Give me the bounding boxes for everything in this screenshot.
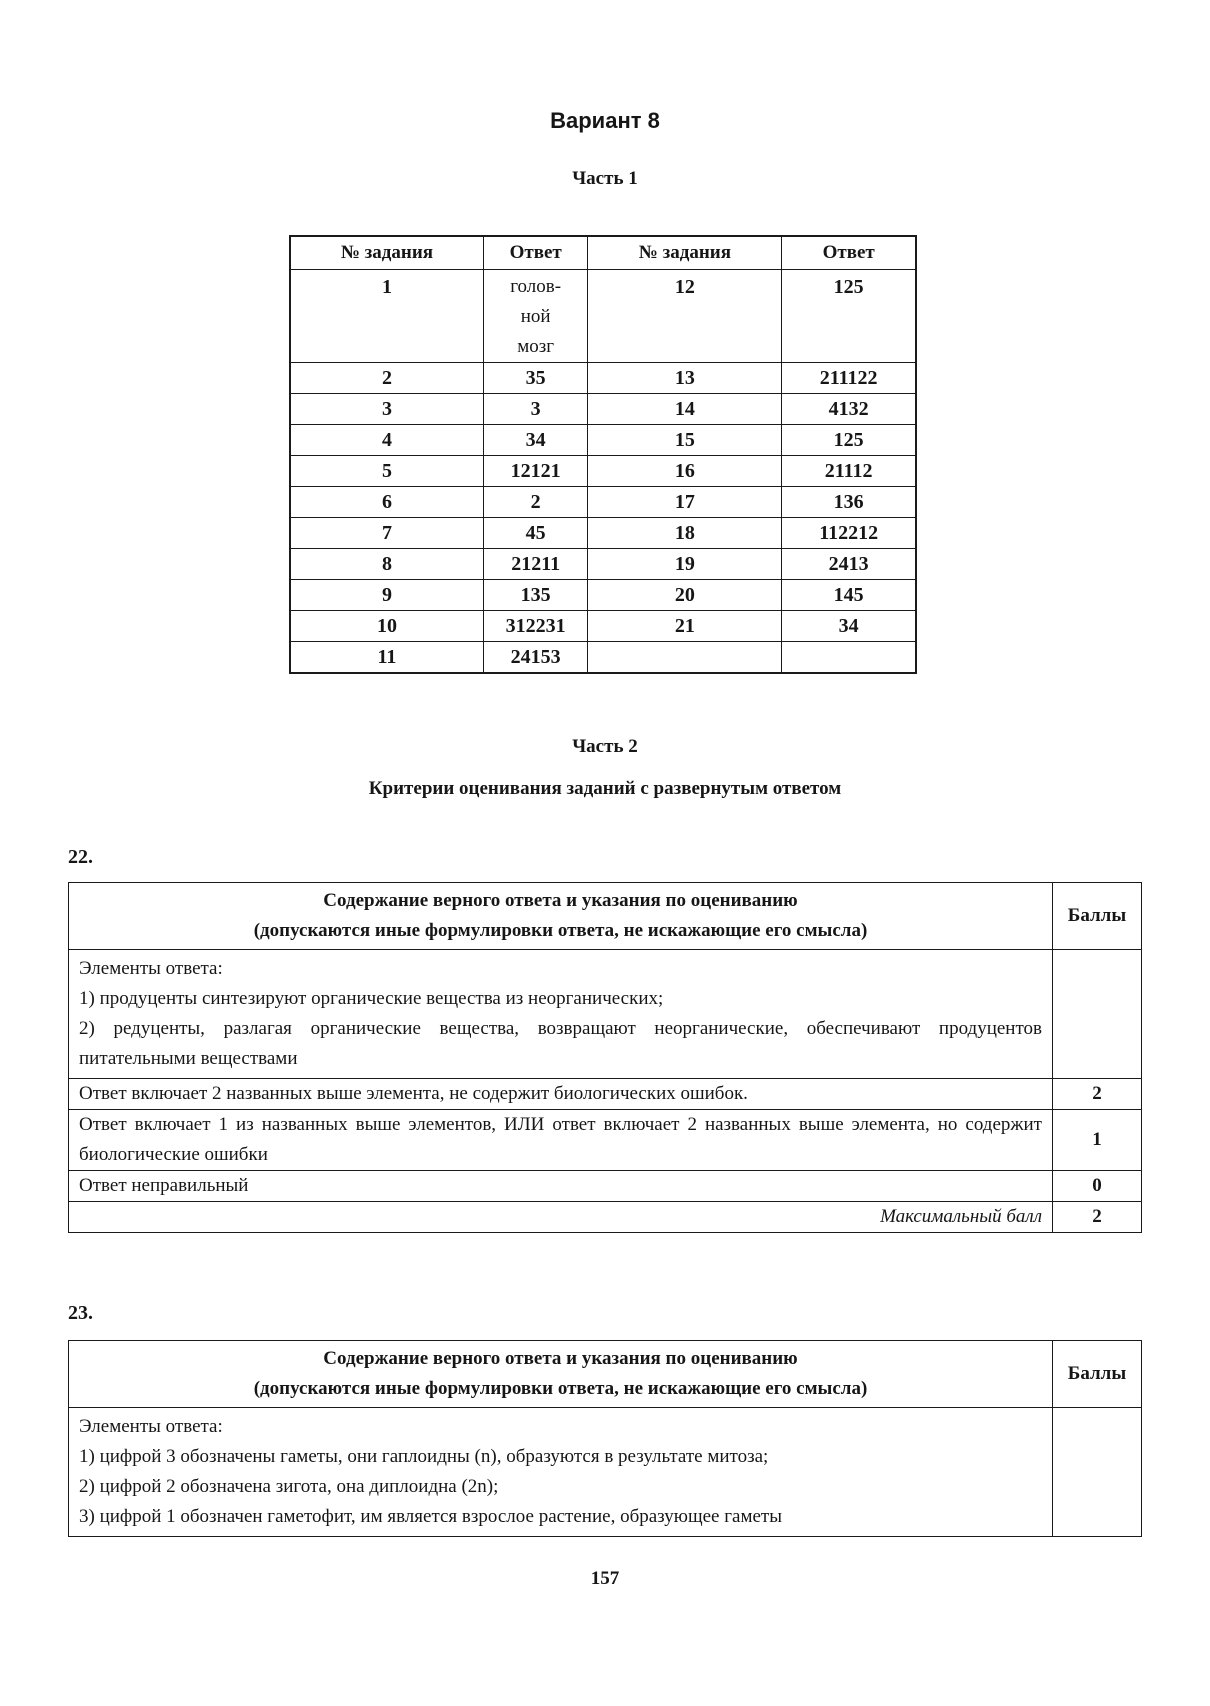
table-row bbox=[290, 549, 916, 580]
answer: 4132 bbox=[782, 394, 916, 425]
criterion-points: 2 bbox=[1053, 1079, 1142, 1110]
task-number: 15 bbox=[588, 425, 782, 456]
part2-heading: Часть 2 bbox=[572, 736, 638, 757]
points-header: Баллы bbox=[1053, 1341, 1142, 1408]
max-score-row bbox=[69, 1202, 1142, 1233]
answer-elements bbox=[69, 1408, 1053, 1537]
content-header-line: Содержание верного ответа и указания по оцениванию bbox=[323, 890, 798, 911]
answer: 145 bbox=[782, 580, 916, 611]
task-number: 21 bbox=[588, 611, 782, 642]
answer-line: ной bbox=[520, 306, 551, 327]
max-score-value: 2 bbox=[1053, 1202, 1142, 1233]
task-number: 20 bbox=[588, 580, 782, 611]
criteria-row bbox=[69, 1110, 1142, 1171]
points-header: Баллы bbox=[1053, 883, 1142, 950]
criterion-text: Ответ неправильный bbox=[69, 1171, 1053, 1202]
answer-line: мозг bbox=[517, 336, 555, 357]
task-number: 14 bbox=[588, 394, 782, 425]
variant-title: Вариант 8 bbox=[550, 108, 660, 133]
criteria-header-row bbox=[69, 883, 1142, 950]
answer: 125 bbox=[782, 270, 916, 363]
column-header-task-number: № задания bbox=[290, 236, 483, 270]
criterion-text: Ответ включает 2 названных выше элемента, не содержит биологических ошибок. bbox=[69, 1079, 1053, 1110]
elements-label: Элементы ответа: bbox=[79, 958, 223, 979]
page-number: 157 bbox=[590, 1568, 620, 1589]
table-row bbox=[290, 456, 916, 487]
task-22-number: 22. bbox=[68, 846, 93, 868]
table-row bbox=[290, 642, 916, 674]
task-number: 5 bbox=[290, 456, 483, 487]
content-header-line: Содержание верного ответа и указания по оцениванию bbox=[323, 1348, 798, 1369]
table-row bbox=[290, 425, 916, 456]
answer: 21112 bbox=[782, 456, 916, 487]
answer: 2 bbox=[483, 487, 588, 518]
answer: 312231 bbox=[483, 611, 588, 642]
task-number: 18 bbox=[588, 518, 782, 549]
element-item: 2) редуценты, разлагая органические вещества, возвращают неорганические, обеспечивают продуцентов питательными веществами bbox=[79, 1018, 1042, 1069]
table-row bbox=[290, 270, 916, 363]
task-number: 9 bbox=[290, 580, 483, 611]
content-header bbox=[69, 1341, 1053, 1408]
task-number: 17 bbox=[588, 487, 782, 518]
elements-label: Элементы ответа: bbox=[79, 1416, 223, 1437]
answer bbox=[782, 642, 916, 674]
task-number: 11 bbox=[290, 642, 483, 674]
answer: 45 bbox=[483, 518, 588, 549]
answer: 12121 bbox=[483, 456, 588, 487]
task-number: 12 bbox=[588, 270, 782, 363]
answer: 2413 bbox=[782, 549, 916, 580]
table-row bbox=[290, 363, 916, 394]
elements-row bbox=[69, 1408, 1142, 1537]
column-header-answer: Ответ bbox=[782, 236, 916, 270]
task-number: 7 bbox=[290, 518, 483, 549]
task-number: 6 bbox=[290, 487, 483, 518]
element-item: 1) продуценты синтезируют органические вещества из неорганических; bbox=[79, 988, 664, 1009]
answer: 211122 bbox=[782, 363, 916, 394]
answer: 34 bbox=[782, 611, 916, 642]
max-score-label: Максимальный балл bbox=[69, 1202, 1053, 1233]
task-number: 3 bbox=[290, 394, 483, 425]
points-cell bbox=[1053, 950, 1142, 1079]
task-number: 10 bbox=[290, 611, 483, 642]
answer-elements bbox=[69, 950, 1053, 1079]
criterion-points: 0 bbox=[1053, 1171, 1142, 1202]
criteria-row bbox=[69, 1171, 1142, 1202]
answer-line: голов- bbox=[510, 276, 562, 297]
criterion-text: Ответ включает 1 из названных выше элементов, ИЛИ ответ включает 2 названных выше элемента, но содержит биологические ошибки bbox=[69, 1110, 1053, 1171]
task-number: 19 bbox=[588, 549, 782, 580]
table-row bbox=[290, 487, 916, 518]
answer: 35 bbox=[483, 363, 588, 394]
answer bbox=[483, 270, 588, 363]
answer: 136 bbox=[782, 487, 916, 518]
task-number: 4 bbox=[290, 425, 483, 456]
answer: 21211 bbox=[483, 549, 588, 580]
task-number: 16 bbox=[588, 456, 782, 487]
task-number: 13 bbox=[588, 363, 782, 394]
answer: 24153 bbox=[483, 642, 588, 674]
task-23-criteria-table bbox=[68, 1340, 1142, 1537]
task-number: 1 bbox=[290, 270, 483, 363]
answer: 112212 bbox=[782, 518, 916, 549]
content-header bbox=[69, 883, 1053, 950]
answer: 34 bbox=[483, 425, 588, 456]
task-number bbox=[588, 642, 782, 674]
part1-heading: Часть 1 bbox=[572, 168, 638, 189]
table-row bbox=[290, 394, 916, 425]
task-number: 8 bbox=[290, 549, 483, 580]
column-header-task-number: № задания bbox=[588, 236, 782, 270]
elements-row bbox=[69, 950, 1142, 1079]
table-row bbox=[290, 518, 916, 549]
answer: 125 bbox=[782, 425, 916, 456]
answers-header-row bbox=[290, 236, 916, 270]
criterion-points: 1 bbox=[1053, 1110, 1142, 1171]
answer: 135 bbox=[483, 580, 588, 611]
points-cell bbox=[1053, 1408, 1142, 1537]
task-23-number: 23. bbox=[68, 1302, 93, 1324]
content-header-line: (допускаются иные формулировки ответа, не искажающие его смысла) bbox=[253, 1378, 868, 1399]
answer: 3 bbox=[483, 394, 588, 425]
element-item: 2) цифрой 2 обозначена зигота, она диплоидна (2n); bbox=[79, 1476, 499, 1497]
element-item: 3) цифрой 1 обозначен гаметофит, им является взрослое растение, образующее гаметы bbox=[79, 1506, 782, 1527]
table-row bbox=[290, 580, 916, 611]
criteria-header-row bbox=[69, 1341, 1142, 1408]
task-number: 2 bbox=[290, 363, 483, 394]
task-22-criteria-table bbox=[68, 882, 1142, 1233]
criteria-title: Критерии оценивания заданий с развернутым ответом bbox=[368, 778, 842, 799]
content-header-line: (допускаются иные формулировки ответа, не искажающие его смысла) bbox=[253, 920, 868, 941]
answers-table bbox=[289, 235, 917, 674]
element-item: 1) цифрой 3 обозначены гаметы, они гаплоидны (n), образуются в результате митоза; bbox=[79, 1446, 769, 1467]
table-row bbox=[290, 611, 916, 642]
criteria-row bbox=[69, 1079, 1142, 1110]
column-header-answer: Ответ bbox=[483, 236, 588, 270]
